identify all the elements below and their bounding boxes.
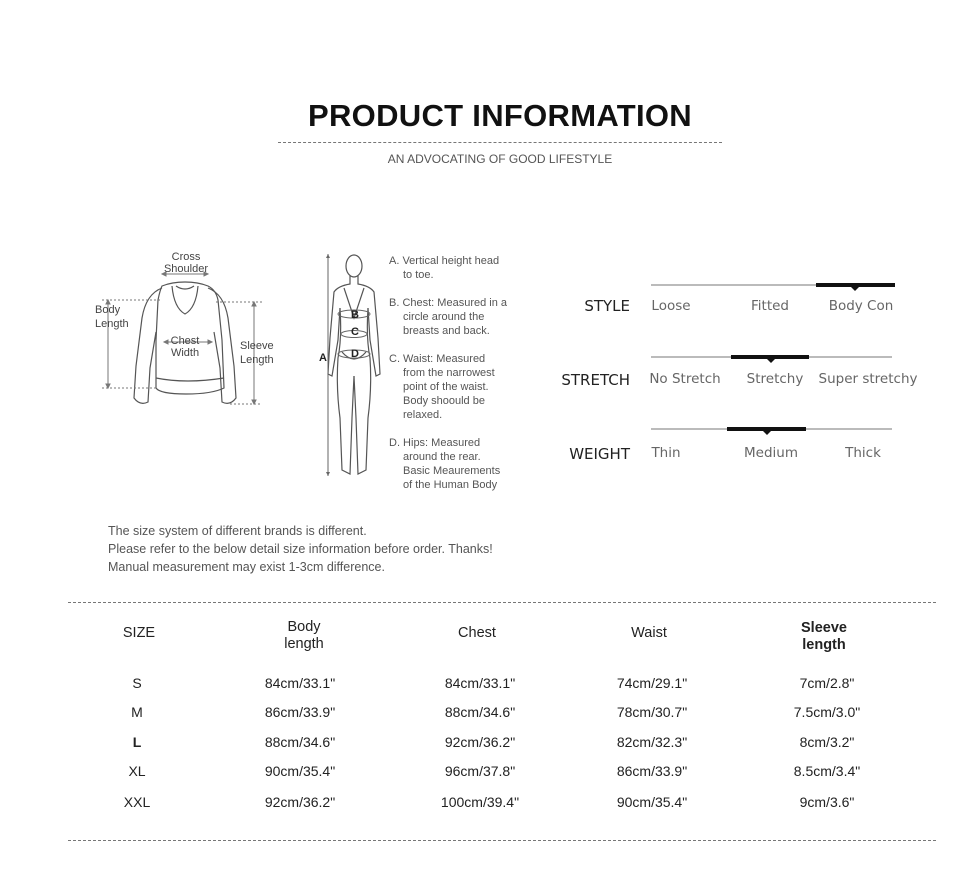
weight-track-right [806,428,892,430]
cell-size: L [132,734,142,750]
cell-size: S [132,675,142,691]
style-option-body-con: Body Con [828,298,894,314]
attr-name-style: STYLE [584,297,630,315]
stretch-pointer-icon [766,358,776,363]
body-diagram [318,248,388,483]
cell-body-length: 86cm/33.9" [264,704,336,720]
note-b: B. Chest: Measured in a circle around the breasts and back. [389,297,508,337]
body-length-label-line2: Length [95,318,129,330]
weight-pointer-icon [762,430,772,435]
attribute-scales [540,270,930,470]
cell-sleeve-length: 7.5cm/3.0" [793,704,861,720]
cell-sleeve-length: 7cm/2.8" [799,675,855,691]
cell-waist: 78cm/30.7" [616,704,688,720]
weight-option-thick: Thick [845,445,881,461]
stretch-option-no-stretch: No Stretch [649,371,721,387]
cell-waist: 74cm/29.1" [616,675,688,691]
disclaimer-line-3: Manual measurement may exist 1-3cm difference. [108,560,385,574]
stretch-track-right [809,356,892,358]
disclaimer-line-1: The size system of different brands is different. [108,524,367,538]
note-a: A. Vertical height head to toe. [389,255,500,281]
body-length-label-line1: Body [95,304,121,316]
cell-sleeve-length: 8cm/3.2" [799,734,855,750]
cell-sleeve-length: 8.5cm/3.4" [793,763,861,779]
cell-chest: 88cm/34.6" [444,704,516,720]
stretch-track-left [651,356,731,358]
style-option-loose: Loose [651,298,691,314]
header-size: SIZE [122,625,156,641]
style-option-fitted: Fitted [751,298,789,314]
marker-a: A [319,352,327,364]
cross-shoulder-label-line1: Cross [171,251,201,263]
cell-waist: 90cm/35.4" [616,794,688,810]
marker-d: D [351,348,359,360]
header-waist: Waist [631,625,667,641]
header-sleeve-length: Sleeve length [801,620,847,653]
header-body-length: Body length [284,619,324,652]
chest-width-label-line1: Chest [170,335,200,347]
chest-width-label-line2: Width [170,347,200,359]
marker-c: C [351,326,359,338]
cell-body-length: 88cm/34.6" [264,734,336,750]
sleeve-length-label-line2: Length [240,354,274,366]
cell-chest: 92cm/36.2" [444,734,516,750]
title-divider [278,142,722,143]
weight-track-left [651,428,727,430]
page-subtitle: AN ADVOCATING OF GOOD LIFESTYLE [387,152,613,166]
human-body-figure-icon [318,248,388,483]
body-length-label [95,303,129,331]
cross-shoulder-label-line2: Shoulder [163,263,209,275]
cell-size: M [131,704,143,720]
stretch-option-super-stretchy: Super stretchy [818,371,918,387]
sleeve-length-label-line1: Sleeve [240,340,274,352]
header-chest: Chest [458,625,496,641]
stretch-option-stretchy: Stretchy [746,371,804,387]
sleeve-length-label [240,339,274,367]
attr-name-weight: WEIGHT [569,445,630,463]
chest-width-label [160,335,210,359]
cell-body-length: 84cm/33.1" [264,675,336,691]
cell-sleeve-length: 9cm/3.6" [799,794,855,810]
cell-waist: 82cm/32.3" [616,734,688,750]
table-top-divider [68,602,936,603]
note-d: D. Hips: Measured around the rear. Basic Meaurements of the Human Body [389,437,501,491]
style-pointer-icon [850,286,860,291]
cell-size: XL [128,763,146,779]
measurement-notes [389,254,519,506]
marker-b: B [351,309,359,321]
style-track [651,284,816,286]
cell-body-length: 92cm/36.2" [264,794,336,810]
table-bottom-divider [68,840,936,841]
note-c: C. Waist: Measured from the narrowest point of the waist. Body shoould be relaxed. [389,353,495,421]
cell-body-length: 90cm/35.4" [264,763,336,779]
cell-chest: 100cm/39.4" [440,794,520,810]
attr-name-stretch: STRETCH [561,371,630,389]
disclaimer-line-2: Please refer to the below detail size information before order. Thanks! [108,542,493,556]
cell-chest: 96cm/37.8" [444,763,516,779]
cross-shoulder-label [156,251,216,275]
weight-option-thin: Thin [651,445,681,461]
weight-option-medium: Medium [744,445,798,461]
page-title: PRODUCT INFORMATION [308,98,692,133]
size-disclaimer [108,522,493,576]
cell-chest: 84cm/33.1" [444,675,516,691]
cell-size: XXL [123,794,151,810]
cell-waist: 86cm/33.9" [616,763,688,779]
